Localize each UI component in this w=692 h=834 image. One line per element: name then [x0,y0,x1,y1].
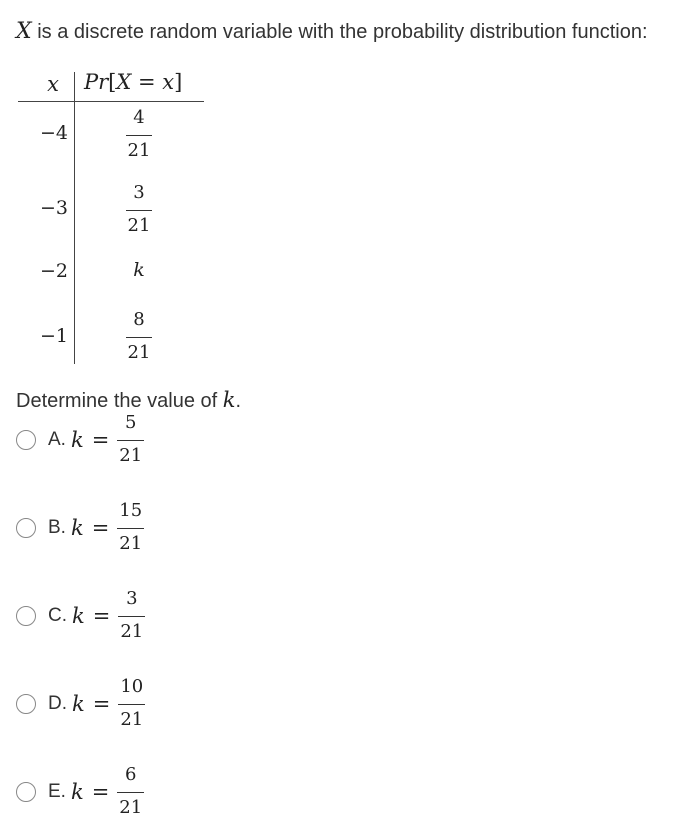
table-header-probability [84,70,182,94]
table-row-prob [116,182,162,237]
fraction-bar [117,792,144,793]
table-column-divider [74,72,75,364]
table-row-x: −4 [39,122,68,144]
intro-text [16,18,688,46]
header-equals: = [131,70,163,94]
fraction [126,107,153,162]
option-letter: D. [48,692,67,714]
option-variable: k [70,779,84,804]
option-d[interactable] [16,676,145,731]
option-fraction [117,764,144,819]
option-letter: A. [48,428,66,450]
fraction-denominator: 21 [127,215,151,236]
fraction-numerator: 8 [133,309,145,330]
table-row-prob-k: k [133,259,145,281]
option-variable: k [72,691,85,716]
fraction-numerator: 5 [125,412,137,433]
intro-sentence: is a discrete random variable with the probability distribution function: [31,21,648,43]
fraction-numerator: 10 [120,676,144,697]
option-fraction [117,500,144,555]
option-equals: = [91,427,110,452]
option-variable: k [70,427,84,452]
fraction-bar [118,704,145,705]
option-variable: k [70,515,84,540]
option-fraction [118,588,145,643]
fraction-denominator: 21 [120,621,144,642]
option-equals: = [91,515,110,540]
option-equals: = [91,779,110,804]
fraction-numerator: 3 [133,182,145,203]
option-letter: E. [48,780,66,802]
fraction-denominator: 21 [120,709,144,730]
header-pr: Pr [84,70,109,94]
header-open-bracket: [ [108,70,117,94]
fraction-bar [126,135,153,136]
question-text [16,386,241,415]
radio-button[interactable] [16,430,36,450]
option-a[interactable] [16,412,144,467]
option-equals: = [92,603,111,628]
fraction [126,182,153,237]
intro-variable: X [16,19,32,44]
table-row-x: −1 [39,325,68,347]
table-row-x: −3 [39,197,68,219]
table-header-divider [18,101,204,102]
header-x: x [162,70,175,94]
radio-button[interactable] [16,782,36,802]
table-row-prob [116,309,162,364]
fraction-denominator: 21 [119,445,143,466]
fraction-bar [126,337,153,338]
table-row-prob [116,107,162,162]
option-fraction [117,412,144,467]
fraction-denominator: 21 [119,797,143,818]
question-sentence: Determine the value of [16,390,223,412]
option-letter: C. [48,604,67,626]
option-letter: B. [48,516,66,538]
option-c[interactable] [16,588,145,643]
question-variable: k [222,388,236,412]
fraction-denominator: 21 [127,140,151,161]
fraction-denominator: 21 [127,342,151,363]
fraction-numerator: 3 [126,588,138,609]
option-b[interactable] [16,500,144,555]
question-period: . [235,390,242,412]
fraction-numerator: 4 [133,107,145,128]
fraction-bar [126,210,153,211]
option-e[interactable] [16,764,144,819]
fraction-numerator: 15 [119,500,143,521]
option-variable: k [72,603,85,628]
fraction [126,309,153,364]
fraction-denominator: 21 [119,533,143,554]
radio-button[interactable] [16,606,36,626]
fraction-numerator: 6 [125,764,137,785]
radio-button[interactable] [16,694,36,714]
fraction-bar [118,616,145,617]
header-X: X [116,70,132,94]
option-equals: = [92,691,111,716]
header-close-bracket: ] [174,70,183,94]
fraction-bar [117,528,144,529]
table-header-x: x [47,72,59,96]
option-fraction [118,676,145,731]
radio-button[interactable] [16,518,36,538]
table-row-x: −2 [39,260,68,282]
fraction-bar [117,440,144,441]
